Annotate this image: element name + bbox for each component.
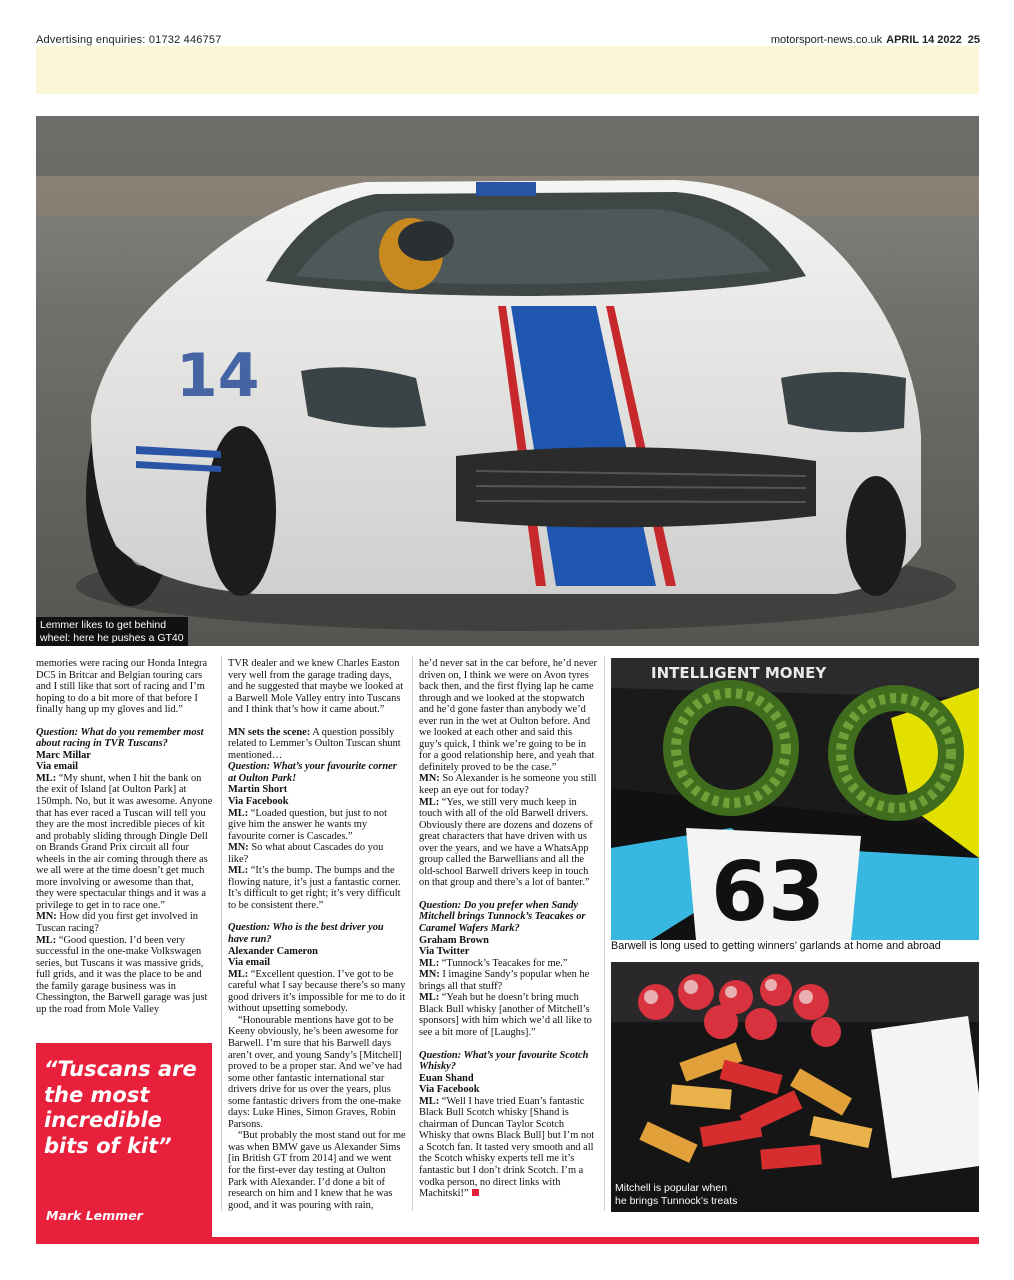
- scene-setter: [228, 727, 406, 762]
- advert-band: [36, 46, 979, 94]
- article-column-1: [36, 658, 214, 1015]
- speaker-label: ML:: [228, 865, 249, 877]
- answer-text: “Loaded question, but just to not give him the answer he wants my favourite corner is Cascades.”: [228, 807, 388, 842]
- article-column-2: [228, 658, 406, 1211]
- garlands-illustration: [611, 658, 979, 940]
- photo-garlands-caption: Barwell is long used to getting winners’ garlands at home and abroad: [611, 940, 941, 952]
- hero-photo-gt40: [36, 116, 979, 646]
- scene-text: A question possibly related to Lemmer’s Oulton Tuscan shunt mentioned…: [228, 726, 401, 761]
- article-column-3: [419, 658, 597, 1200]
- column-rule: [412, 656, 413, 1211]
- answer-text: “My shunt, when I hit the bank on the exit of Island [at Oulton Park] at 150mph. No, but it was awesome. Anyone that has ever raced a Tuscan will tell you they are the most incredible pieces of kit and probably sliding through Dingle Dell on Brands Grand Prix circuit all four wheels in the air coming through there as we all were at the time doesn’t get much more involving or awesome than that, they were spectacular things and it was a privilege to get in to race one.”: [36, 772, 213, 911]
- speaker-label: MN:: [228, 842, 249, 854]
- hero-caption: [36, 617, 188, 646]
- speaker-label: MN sets the scene:: [228, 726, 311, 738]
- question-author: Alexander Cameron: [228, 945, 318, 957]
- question-author: Euan Shand: [419, 1072, 474, 1084]
- question-text: So Alexander is he someone you still keep an eye out for today?: [419, 773, 597, 797]
- pull-quote: [36, 1043, 212, 1238]
- end-mark-icon: [472, 1189, 479, 1196]
- question-source: Via email: [228, 957, 271, 969]
- speaker-label: ML:: [419, 796, 440, 808]
- page-header-right: [771, 34, 980, 46]
- paragraph: “Honourable mentions have got to be Keeny obviously, he’s been awesome for Barwell. I’m sure that his Barwell days aren’t over, and young Sandy’s [Mitchell] proved to be a proper star. And we’ve had some other fantastic international star drivers drive for us over the years, plus some fantastic drivers from the one-make days: Luke Hines, Simon Graves, Robin Parsons.: [228, 1014, 402, 1130]
- speaker-label: ML:: [228, 968, 249, 980]
- interviewer-question: [228, 842, 406, 865]
- answer: [228, 808, 406, 843]
- pull-quote-text: “Tuscans are the most incredible bits of kit”: [44, 1057, 197, 1158]
- paragraph: he’d never sat in the car before, he’d never driven on, I think we were on Avon tyres back then, and the first flying lap he came through and we looked at the stopwatch and he’d gone faster than anybody we’d ever run in the wet at Oulton before. And we looked at each other and said this guy’s quick, I think we’re going to be in for a good relationship here, and yeah that definitely proved to be the case.”: [419, 658, 597, 773]
- answer-text: “Good question. I’d been very successful in the one-make Volkswagen series, but Tuscans it was massive grids, full grids, and it was the place to be and the family garage business was in Chessington, the Barwell garage was just up the road from Mole Valley: [36, 934, 208, 1015]
- answer-text: “Excellent question. I’ve got to be careful what I say because there’s so many good drivers it’s impossible for me to do it without upsetting somebody.: [228, 968, 406, 1015]
- column-rule: [221, 656, 222, 1211]
- speaker-label: MN:: [419, 969, 440, 981]
- svg-text:14: 14: [176, 341, 260, 411]
- paragraph: memories were racing our Honda Integra DC5 in Britcar and Belgian touring cars and I still like that sort of racing and I’m hoping to do a bit more of that before I finally hang up my gloves and lid.”: [36, 658, 208, 716]
- question-source: Via Facebook: [228, 796, 289, 808]
- question-text: I imagine Sandy’s popular when he brings all that stuff?: [419, 969, 590, 992]
- answer: [419, 992, 597, 1038]
- column-rule: [604, 656, 605, 1211]
- question-source: Via Twitter: [419, 946, 470, 958]
- answer: [228, 969, 406, 1015]
- photo-garlands: [611, 658, 979, 940]
- answer-text: “Tunnock’s Teacakes for me.”: [439, 957, 568, 969]
- answer: [419, 797, 597, 889]
- caption-line-1: Mitchell is popular when: [615, 1182, 728, 1194]
- answer: [36, 773, 214, 912]
- question-text: So what about Cascades do you like?: [228, 842, 384, 865]
- page-number: 25: [967, 34, 980, 46]
- interviewer-question: [419, 969, 597, 992]
- tunnocks-illustration: [611, 962, 979, 1212]
- answer-text: “Yeah but he doesn’t bring much Black Bull whisky [another of Mitchell’s sponsors] with him which we’d all like to see a bit more of [Laughs].”: [419, 992, 592, 1038]
- speaker-label: ML:: [419, 992, 440, 1004]
- advertising-enquiries: Advertising enquiries: 01732 446757: [36, 34, 222, 46]
- answer-text: “Yes, we still very much keep in touch with all of the old Barwell drivers. Obviously there are dozens and dozens of great characters that have driven with us over the years, and we have a WhatsApp group called the Barwellians and all the old-school Barwell drivers keep in touch on that group and there’s a lot of banter.”: [419, 796, 593, 889]
- interviewer-question: [419, 773, 597, 796]
- paragraph: “But probably the most stand out for me was when BMW gave us Alexander Sims [in British GT from 2014] and we went for the first-ever day testing at Oulton Park with Alexander. I’d done a bit of research on him and I knew that he was good, and it was pouring with rain,: [228, 1130, 406, 1211]
- answer-text: “Well I have tried Euan’s fantastic Black Bull Scotch whisky [Shand is chairman of Duncan Taylor Scotch Whisky that owns Black Bull] but I’m not a Scotch fan. It tasted very smooth and all the Scotch whisky experts tell me it’s fantastic but I don’t drink Scotch. I’m a vodka person, no direct links with Machitski!”: [419, 1095, 595, 1200]
- speaker-label: ML:: [419, 1095, 440, 1107]
- question-author: Graham Brown: [419, 934, 489, 946]
- answer: [419, 958, 597, 970]
- speaker-label: ML:: [36, 934, 57, 946]
- answer-text: “It’s the bump. The bumps and the flowing nature, it’s just a fantastic corner. It’s difficult to get right; it’s very difficult to be consistent there.”: [228, 865, 401, 911]
- reader-question: Question: Do you prefer when Sandy Mitchell brings Tunnock’s Teacakes or Caramel Wafers Mark?: [419, 899, 586, 935]
- footer-accent-bar: [36, 1237, 979, 1244]
- speaker-label: MN:: [419, 773, 440, 785]
- speaker-label: ML:: [36, 772, 57, 784]
- question-source: Via email: [36, 761, 79, 773]
- gt40-illustration: [36, 116, 979, 646]
- speaker-label: ML:: [419, 957, 440, 969]
- speaker-label: ML:: [228, 807, 249, 819]
- answer: [228, 865, 406, 911]
- interviewer-question: [36, 911, 214, 934]
- banner-text: INTELLIGENT MONEY: [651, 664, 827, 682]
- issue-date: APRIL 14 2022: [886, 34, 962, 46]
- speaker-label: MN:: [36, 911, 57, 923]
- paragraph: TVR dealer and we knew Charles Easton very well from the garage trading days, and he suggested that maybe we looked at a Barwell Mole Valley entry into Tuscans and I think that’s how it came about.”: [228, 658, 404, 716]
- hero-caption-line-1: Lemmer likes to get behind: [40, 619, 167, 631]
- hero-caption-line-2: wheel: here he pushes a GT40: [40, 632, 184, 645]
- site-url[interactable]: motorsport-news.co.uk: [770, 34, 883, 46]
- question-author: Marc Millar: [36, 749, 91, 761]
- answer: [36, 935, 214, 1016]
- reader-question: Question: What’s your favourite Scotch Whisky?: [419, 1049, 589, 1073]
- question-text: How did you first get involved in Tuscan racing?: [36, 911, 198, 935]
- reader-question: Question: What do you remember most about racing in TVR Tuscans?: [36, 726, 204, 750]
- question-author: Martin Short: [228, 784, 288, 796]
- car-number: 63: [711, 845, 826, 940]
- reader-question: Question: Who is the best driver you have run?: [228, 922, 384, 946]
- question-source: Via Facebook: [419, 1084, 480, 1096]
- answer: [419, 1096, 597, 1200]
- photo-tunnocks-caption: [611, 1180, 741, 1210]
- photo-tunnocks: [611, 962, 979, 1212]
- caption-line-2: he brings Tunnock’s treats: [615, 1195, 738, 1208]
- pull-quote-author: Mark Lemmer: [46, 1208, 143, 1223]
- reader-question: Question: What’s your favourite corner at Oulton Park!: [228, 761, 397, 784]
